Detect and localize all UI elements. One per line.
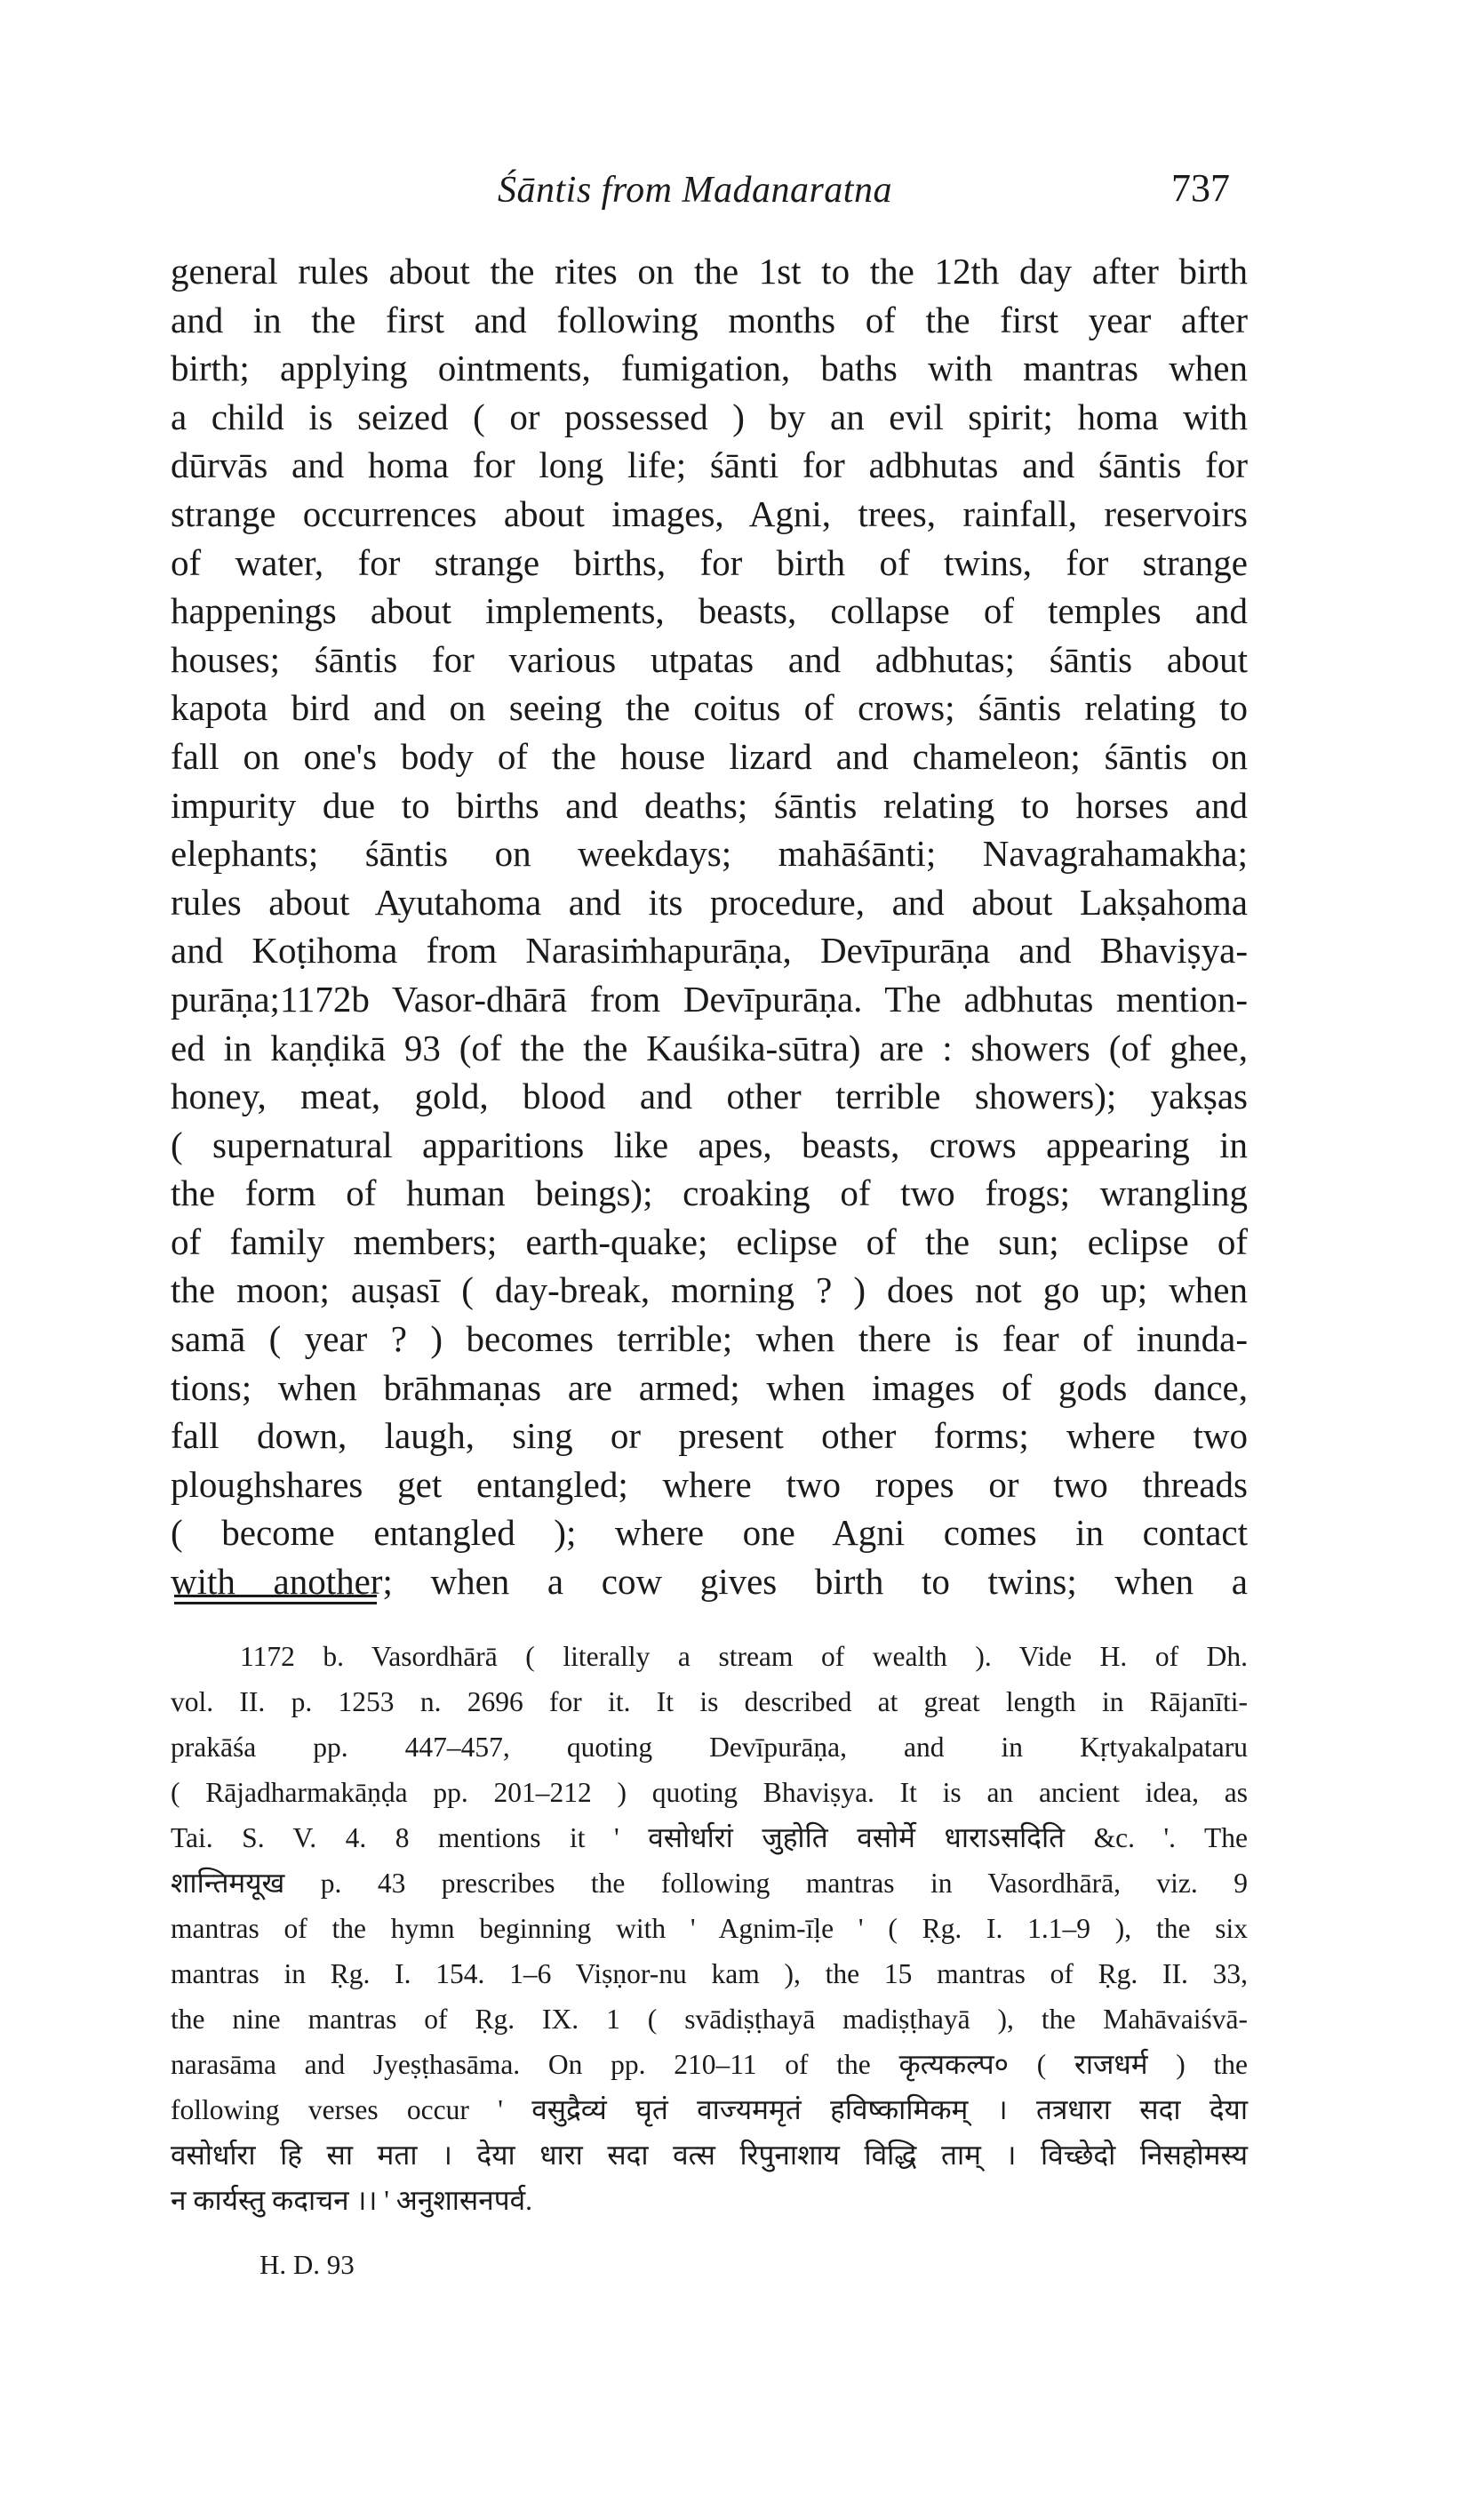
body-line: samā ( year ? ) becomes terrible; when there is fear of inunda- [171,1318,1248,1360]
body-paragraph [171,247,1248,1606]
body-line: ed in kaṇḍikā 93 (of the the Kauśika-sūtra) are : showers (of ghee, [171,1027,1248,1068]
body-line: impurity due to births and deaths; śāntis relating to horses and [171,784,1248,826]
body-line: houses; śāntis for various utpatas and adbhutas; śāntis about [171,638,1248,680]
body-line: ( become entangled ); where one Agni comes in contact [171,1512,1248,1554]
body-line: rules about Ayutahoma and its procedure, and about Lakṣahoma [171,881,1248,923]
footnote-separator [174,1602,377,1604]
body-line: and in the first and following months of the first year after [171,299,1248,340]
body-line: of water, for strange births, for birth of twins, for strange [171,541,1248,583]
footnote-line: वसोर्धारा हि सा मता । देया धारा सदा वत्स रिपुनाशाय विद्धि ताम् । विच्छेदो निसहोमस्य [171,2140,1248,2171]
signature-mark: H. D. 93 [259,2249,355,2280]
body-line: strange occurrences about images, Agni, trees, rainfall, reservoirs [171,492,1248,534]
body-line: general rules about the rites on the 1st to the 12th day after birth [171,251,1248,292]
page-number: 737 [1171,166,1230,210]
footnote-line: following verses occur ' वसुद्रैव्यं घृतं वाज्यममृतं हविष्कामिकम् । तत्रधारा सदा देया [171,2094,1248,2125]
body-line: fall on one's body of the house lizard and chameleon; śāntis on [171,735,1248,777]
body-line: the form of human beings); croaking of two frogs; wrangling [171,1172,1248,1214]
footnote-line: mantras in Ṛg. I. 154. 1–6 Viṣṇor-nu kam ), the 15 mantras of Ṛg. II. 33, [171,1958,1248,1989]
body-line: ploughshares get entangled; where two ropes or two threads [171,1463,1248,1505]
body-line: tions; when brāhmaṇas are armed; when images of gods dance, [171,1366,1248,1408]
body-line: of family members; earth-quake; eclipse of the sun; eclipse of [171,1220,1248,1262]
body-line: ( supernatural apparitions like apes, beasts, crows appearing in [171,1124,1248,1165]
body-line: honey, meat, gold, blood and other terrible showers); yakṣas [171,1076,1248,1117]
body-line: with another; when a cow gives birth to twins; when a [171,1561,1248,1603]
footnote-line: न कार्यस्तु कदाचन ।। ' अनुशासनपर्व. [171,2185,532,2216]
body-line: a child is seized ( or possessed ) by an evil spirit; homa with [171,396,1248,437]
body-line: kapota bird and on seeing the coitus of crows; śāntis relating to [171,687,1248,729]
body-line: fall down, laugh, sing or present other forms; where two [171,1415,1248,1457]
body-line: birth; applying ointments, fumigation, baths with mantras when [171,348,1248,389]
footnote-line: prakāśa pp. 447–457, quoting Devīpurāṇa, and in Kṛtyakalpataru [171,1732,1248,1763]
footnote-line: mantras of the hymn beginning with ' Agnim-īḷe ' ( Ṛg. I. 1.1–9 ), the six [171,1913,1248,1944]
footnote-line: Tai. S. V. 4. 8 mentions it ' वसोर्धारां जुहोति वसोर्मे धाराऽसदिति &c. '. The [171,1822,1248,1853]
body-line: and Koṭihoma from Narasiṁhapurāṇa, Devīpurāṇa and Bhaviṣya- [171,930,1248,972]
body-line: purāṇa;1172b Vasor-dhārā from Devīpurāṇa. The adbhutas mention- [171,978,1248,1020]
footnote-line: ( Rājadharmakāṇḍa pp. 201–212 ) quoting Bhaviṣya. It is an ancient idea, as [171,1777,1248,1808]
footnote-line: 1172 b. Vasordhārā ( literally a stream of wealth ). Vide H. of Dh. [240,1641,1248,1672]
running-title: Śāntis from Madanaratna [498,170,892,211]
body-line: the moon; auṣasī ( day-break, morning ? ) does not go up; when [171,1269,1248,1311]
footnote-line: the nine mantras of Ṛg. IX. 1 ( svādiṣṭhayā madiṣṭhayā ), the Mahāvaiśvā- [171,2004,1248,2035]
footnote-line: vol. II. p. 1253 n. 2696 for it. It is described at great length in Rājanīti- [171,1686,1248,1717]
footnote-line: narasāma and Jyeṣṭhasāma. On pp. 210–11 of the कृत्यकल्प० ( राजधर्म ) the [171,2049,1248,2080]
body-line: elephants; śāntis on weekdays; mahāśānti; Navagrahamakha; [171,833,1248,875]
footnote-separator [174,1595,377,1597]
footnote-line: शान्तिमयूख p. 43 prescribes the following mantras in Vasordhārā, viz. 9 [171,1868,1248,1899]
footnote [171,1634,1248,2223]
body-line: happenings about implements, beasts, collapse of temples and [171,590,1248,632]
body-line: dūrvās and homa for long life; śānti for adbhutas and śāntis for [171,444,1248,486]
